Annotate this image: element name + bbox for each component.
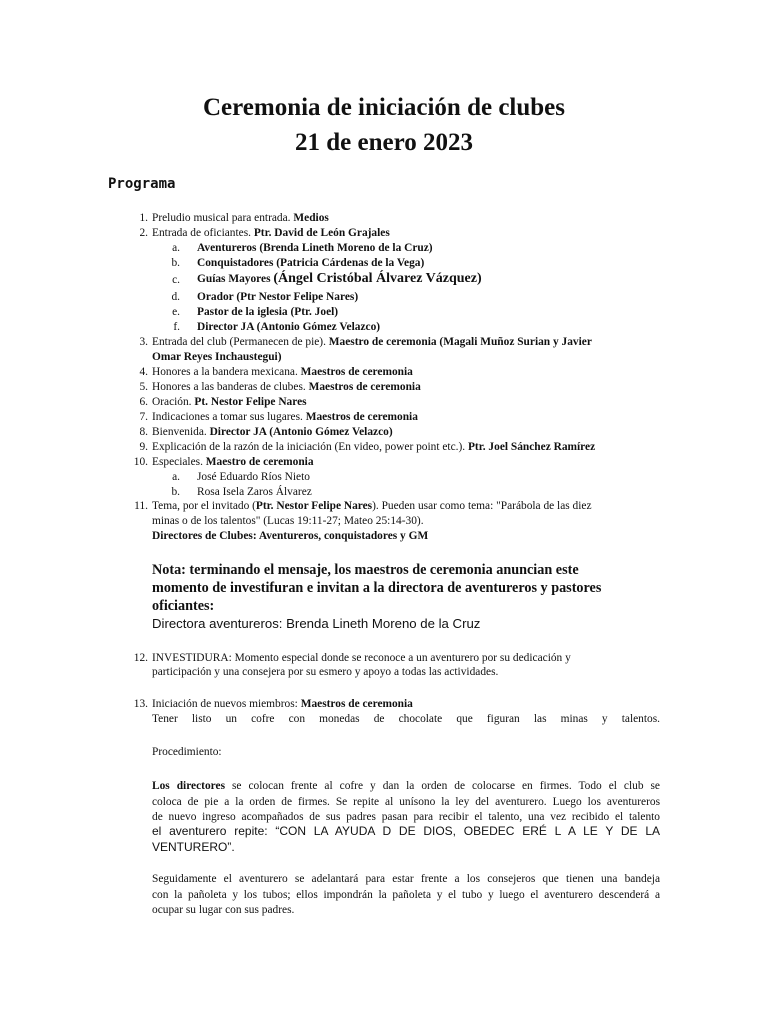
list-item-continuation: Tener listo un cofre con monedas de chocolate que figuran las minas y talentos. xyxy=(152,713,660,725)
item-number: 1. xyxy=(139,212,148,224)
list-item: Tema, por el invitado (Ptr. Nestor Felipe Nares). Pueden usar como tema: "Parábola de las diez xyxy=(152,500,592,512)
item-number: 8. xyxy=(139,426,148,438)
sub-item: Guías Mayores (Ángel Cristóbal Álvarez Vázquez) xyxy=(197,271,482,286)
list-item: Bienvenida. Director JA (Antonio Gómez Velazco) xyxy=(152,426,393,438)
item-number: 5. xyxy=(139,381,148,393)
sub-item: José Eduardo Ríos Nieto xyxy=(197,471,310,483)
sub-letter: d. xyxy=(171,291,180,303)
section-heading: Programa xyxy=(108,176,176,192)
list-item-continuation: Directores de Clubes: Aventureros, conquistadores y GM xyxy=(152,530,429,542)
item-number: 13. xyxy=(133,698,148,710)
note-line: oficiantes: xyxy=(152,598,215,614)
sub-letter: c. xyxy=(172,274,180,286)
paragraph-line: de nuevo ingreso acompañados de sus padres pasan para recibir el talento, una vez recibido el talento xyxy=(152,811,660,823)
list-item: Iniciación de nuevos miembros: Maestros de ceremonia xyxy=(152,698,413,710)
item-number: 10. xyxy=(133,456,148,468)
list-item: Oración. Pt. Nestor Felipe Nares xyxy=(152,396,307,408)
list-item: Honores a las banderas de clubes. Maestros de ceremonia xyxy=(152,381,421,393)
sub-item: Rosa Isela Zaros Álvarez xyxy=(197,486,312,498)
item-number: 4. xyxy=(139,366,148,378)
note-line: Nota: terminando el mensaje, los maestros de ceremonia anuncian este xyxy=(152,562,579,578)
paragraph-line: Seguidamente el aventurero se adelantará para estar frente a los consejeros que tienen una bandeja xyxy=(152,873,660,885)
list-item-continuation: participación y una consejera por su esmero y apoyo a todas las actividades. xyxy=(152,666,499,678)
list-item: Explicación de la razón de la iniciación (En video, power point etc.). Ptr. Joel Sánchez Ramírez xyxy=(152,441,596,453)
list-item: INVESTIDURA: Momento especial donde se reconoce a un aventurero por su dedicación y xyxy=(152,652,571,664)
list-item: Preludio musical para entrada. Medios xyxy=(152,212,329,224)
list-item: Honores a la bandera mexicana. Maestros de ceremonia xyxy=(152,366,413,378)
list-item: Entrada del club (Permanecen de pie). Maestro de ceremonia (Magali Muñoz Surian y Javier xyxy=(152,336,592,348)
sub-letter: e. xyxy=(172,306,180,318)
procedimiento-label: Procedimiento: xyxy=(152,746,222,758)
item-number: 11. xyxy=(134,500,148,512)
item-number: 3. xyxy=(139,336,148,348)
sub-item: Orador (Ptr Nestor Felipe Nares) xyxy=(197,291,359,303)
sub-letter: a. xyxy=(172,242,180,254)
sub-letter: f. xyxy=(173,321,180,333)
sub-letter: b. xyxy=(171,257,180,269)
sub-item: Conquistadores (Patricia Cárdenas de la Vega) xyxy=(197,257,425,269)
item-number: 7. xyxy=(139,411,148,423)
list-item: Especiales. Maestro de ceremonia xyxy=(152,456,314,468)
list-item: Indicaciones a tomar sus lugares. Maestros de ceremonia xyxy=(152,411,418,423)
paragraph-line: el aventurero repite: “CON LA AYUDA D DE DIOS, OBEDEC ERÉ L A LE Y DE LA xyxy=(152,824,660,838)
paragraph-line: ocupar su lugar con sus padres. xyxy=(152,904,295,916)
directora-line: Directora aventureros: Brenda Lineth Moreno de la Cruz xyxy=(152,616,481,631)
list-item-continuation: Omar Reyes Inchaustegui) xyxy=(152,351,282,363)
item-number: 6. xyxy=(139,396,148,408)
sub-item: Director JA (Antonio Gómez Velazco) xyxy=(197,321,381,333)
title-line-2: 21 de enero 2023 xyxy=(295,129,473,156)
list-item-continuation: minas o de los talentos" (Lucas 19:11-27; Mateo 25:14-30). xyxy=(152,515,424,527)
paragraph-line: coloca de pie a la orden de firmes. Se repite al unísono la ley del aventurero. Luego los aventureros xyxy=(152,796,660,808)
item-number: 12. xyxy=(133,652,148,664)
item-number: 9. xyxy=(139,441,148,453)
sub-item: Pastor de la iglesia (Ptr. Joel) xyxy=(197,306,339,318)
sub-letter: b. xyxy=(171,486,180,498)
note-line: momento de investifuran e invitan a la directora de aventureros y pastores xyxy=(152,580,602,596)
list-item: Entrada de oficiantes. Ptr. David de León Grajales xyxy=(152,227,390,239)
sub-letter: a. xyxy=(172,471,180,483)
paragraph-line: Los directores se colocan frente al cofre y dan la orden de colocarse en firmes. Todo el club se xyxy=(152,780,660,792)
paragraph-line: con la pañoleta y los tubos; ellos impondrán la pañoleta y el tubo y luego el aventurero descenderá a xyxy=(152,889,660,901)
sub-item: Aventureros (Brenda Lineth Moreno de la Cruz) xyxy=(197,242,433,254)
item-number: 2. xyxy=(139,227,148,239)
title-line-1: Ceremonia de iniciación de clubes xyxy=(202,94,566,121)
paragraph-line: VENTURERO”. xyxy=(152,840,235,854)
